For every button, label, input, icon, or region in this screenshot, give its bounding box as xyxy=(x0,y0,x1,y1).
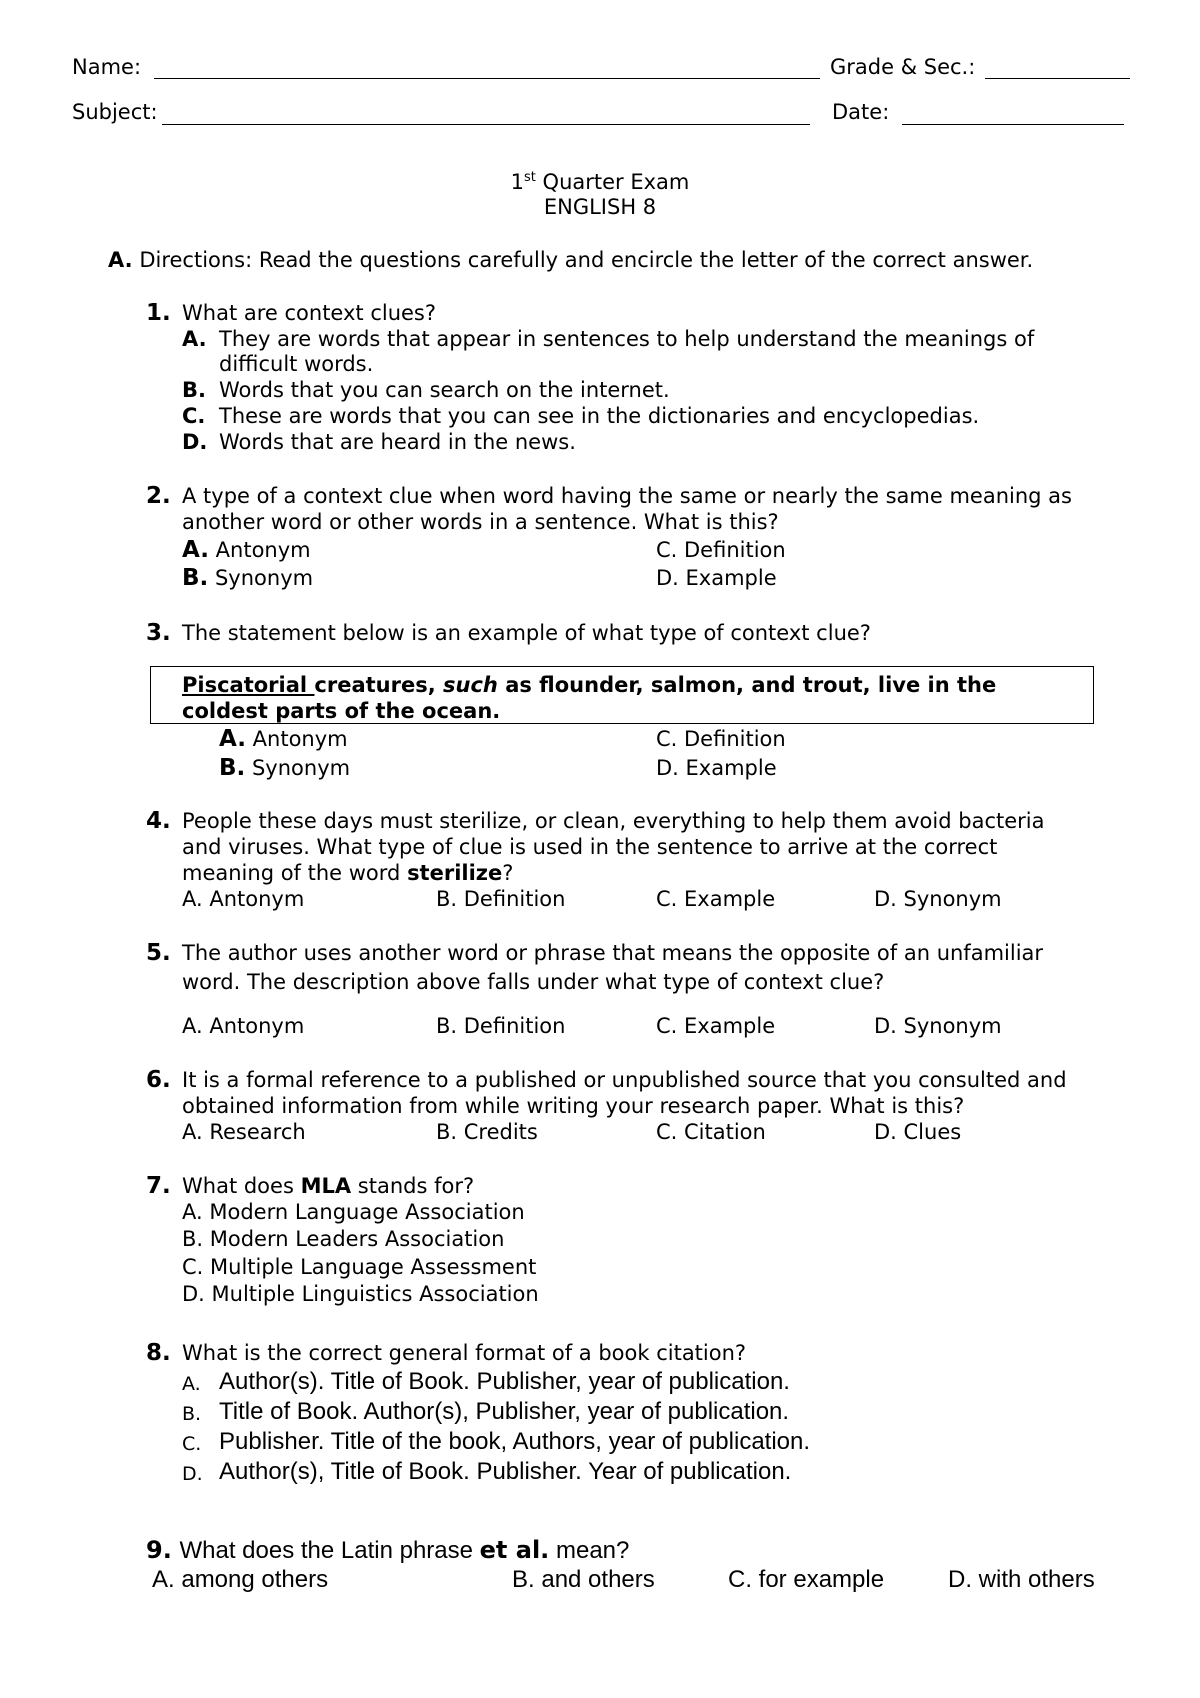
choice-b[interactable]: B. Modern Leaders Association xyxy=(182,1227,505,1251)
choice-a[interactable]: A. Antonym xyxy=(219,726,348,752)
choice-c[interactable]: C. Citation xyxy=(656,1120,766,1144)
choice-letter[interactable]: D. xyxy=(182,1463,203,1485)
choice-text: These are words that you can see in the dictionaries and encyclopedias. xyxy=(219,404,980,428)
choice-c[interactable]: C. Definition xyxy=(656,727,786,751)
question-text: The author uses another word or phrase that means the opposite of an unfamiliar xyxy=(182,941,1044,965)
date-blank[interactable] xyxy=(902,124,1124,125)
choice-a[interactable]: A. Antonym xyxy=(182,1014,305,1038)
choice-b[interactable]: B. Definition xyxy=(436,1014,566,1038)
choice-text: They are words that appear in sentences to help understand the meanings of xyxy=(219,327,1035,351)
choice-d[interactable]: D. Clues xyxy=(874,1120,962,1144)
question-number: 8. xyxy=(146,1340,171,1366)
question-number: 3. xyxy=(146,620,171,646)
question-text: another word or other words in a sentence. What is this? xyxy=(182,510,779,534)
choice-d[interactable]: D. Example xyxy=(656,756,777,780)
question-number: 7. xyxy=(146,1173,171,1199)
choice-text: Words that are heard in the news. xyxy=(219,430,576,454)
question-text: The statement below is an example of what type of context clue? xyxy=(182,621,871,645)
choice-d[interactable]: D. Multiple Linguistics Association xyxy=(182,1282,539,1306)
choice-text: Author(s), Title of Book. Publisher. Year of publication. xyxy=(219,1458,792,1485)
choice-letter[interactable]: C. xyxy=(182,1433,202,1455)
question-text: What is the correct general format of a book citation? xyxy=(182,1341,747,1365)
choice-letter[interactable]: C. xyxy=(182,404,206,428)
choice-a[interactable]: A. Modern Language Association xyxy=(182,1200,525,1224)
question-text: 9. What does the Latin phrase et al. mean? xyxy=(146,1536,630,1564)
choice-letter[interactable]: A. xyxy=(182,327,207,351)
choice-c[interactable]: C. Multiple Language Assessment xyxy=(182,1255,537,1279)
choice-c[interactable]: C. for example xyxy=(728,1566,885,1593)
grade-section-blank[interactable] xyxy=(985,78,1130,79)
choice-letter[interactable]: B. xyxy=(182,1403,202,1425)
choice-a[interactable]: A. among others xyxy=(152,1566,329,1593)
choice-a[interactable]: A. Research xyxy=(182,1120,306,1144)
choice-text: difficult words. xyxy=(219,352,374,376)
example-sentence-line1: Piscatorial creatures, such as flounder, salmon, and trout, live in the xyxy=(182,673,997,697)
choice-letter[interactable]: B. xyxy=(182,378,206,402)
choice-c[interactable]: C. Example xyxy=(656,887,776,911)
question-text: meaning of the word sterilize? xyxy=(182,861,514,885)
choice-b[interactable]: B. and others xyxy=(512,1566,655,1593)
question-text: word. The description above falls under what type of context clue? xyxy=(182,970,885,994)
choice-b[interactable]: B. Credits xyxy=(436,1120,538,1144)
question-text: It is a formal reference to a published or unpublished source that you consulted and xyxy=(182,1068,1067,1092)
choice-text: Author(s). Title of Book. Publisher, year of publication. xyxy=(219,1368,790,1395)
name-blank[interactable] xyxy=(154,78,820,79)
choice-letter[interactable]: D. xyxy=(182,430,208,454)
choice-b[interactable]: B. Synonym xyxy=(182,565,314,591)
choice-letter[interactable]: A. xyxy=(182,1373,201,1395)
choice-text: Words that you can search on the internet. xyxy=(219,378,670,402)
grade-section-label: Grade & Sec.: xyxy=(830,55,976,79)
choice-c[interactable]: C. Example xyxy=(656,1014,776,1038)
exam-subject: ENGLISH 8 xyxy=(543,195,657,219)
question-text: and viruses. What type of clue is used in the sentence to arrive at the correct xyxy=(182,835,998,859)
choice-d[interactable]: D. Example xyxy=(656,566,777,590)
question-text: People these days must sterilize, or clean, everything to help them avoid bacteria xyxy=(182,809,1045,833)
subject-blank[interactable] xyxy=(162,124,810,125)
name-label: Name: xyxy=(72,55,142,79)
question-number: 2. xyxy=(146,483,171,509)
choice-d[interactable]: D. Synonym xyxy=(874,1014,1002,1038)
question-number: 4. xyxy=(146,808,171,834)
choice-b[interactable]: B. Definition xyxy=(436,887,566,911)
choice-d[interactable]: D. Synonym xyxy=(874,887,1002,911)
subject-label: Subject: xyxy=(72,100,158,124)
question-number: 5. xyxy=(146,940,171,966)
section-directions: A. Directions: Read the questions carefully and encircle the letter of the correct answer. xyxy=(108,248,1034,272)
choice-b[interactable]: B. Synonym xyxy=(219,755,351,781)
choice-a[interactable]: A. Antonym xyxy=(182,887,305,911)
choice-c[interactable]: C. Definition xyxy=(656,538,786,562)
question-number: 6. xyxy=(146,1067,171,1093)
question-number: 1. xyxy=(146,300,171,326)
choice-a[interactable]: A. Antonym xyxy=(182,537,311,563)
choice-text: Publisher. Title of the book, Authors, year of publication. xyxy=(219,1428,811,1455)
question-text: obtained information from while writing your research paper. What is this? xyxy=(182,1094,965,1118)
question-text: What are context clues? xyxy=(182,301,437,325)
question-text: What does MLA stands for? xyxy=(182,1174,475,1198)
choice-d[interactable]: D. with others xyxy=(948,1566,1095,1593)
exam-title: 1st Quarter Exam xyxy=(510,170,690,194)
question-text: A type of a context clue when word having the same or nearly the same meaning as xyxy=(182,484,1072,508)
choice-text: Title of Book. Author(s), Publisher, year of publication. xyxy=(219,1398,790,1425)
date-label: Date: xyxy=(832,100,890,124)
example-sentence-line2: coldest parts of the ocean. xyxy=(182,699,501,723)
